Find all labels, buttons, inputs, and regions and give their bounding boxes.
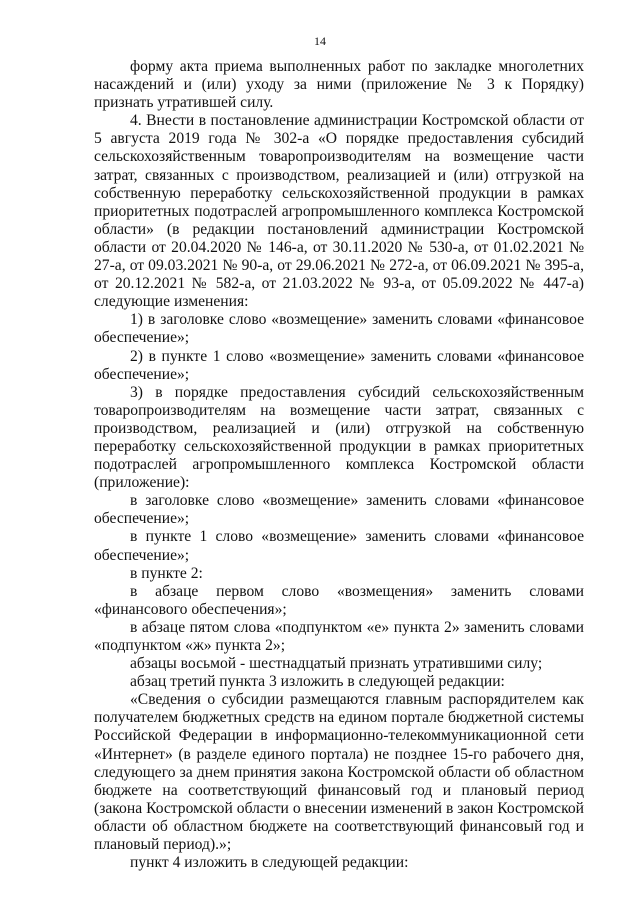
paragraph: 1) в заголовке слово «возмещение» заменить словами «финансовое обеспечение»; (94, 311, 584, 347)
paragraph: 2) в пункте 1 слово «возмещение» заменить словами «финансовое обеспечение»; (94, 347, 584, 383)
paragraph: в абзаце пятом слова «подпунктом «е» пункта 2» заменить словами «подпунктом «ж» пункта 2»; (94, 618, 584, 654)
paragraph: «Сведения о субсидии размещаются главным распорядителем как получателем бюджетных средств на едином портале бюджетной системы Российской Федерации в информационно-телекоммуникационной сети «Интернет» (в разделе единого портала) не позднее 15-го рабочего дня, следующего за днем принятия закона Костромской области об областном бюджете на соответствующий финансовый год и плановый период (закона Костромской области о внесении изменений в закон Костромской области об областном бюджете на соответствующий финансовый год и плановый период).»; (94, 691, 584, 854)
page-number: 14 (314, 34, 326, 48)
document-body (94, 58, 584, 872)
paragraph: 4. Внести в постановление администрации Костромской области от 5 августа 2019 года № 302-а «О порядке предоставления субсидий сельскохозяйственным товаропроизводителям на возмещение части затрат, связанных с производством, реализацией и (или) отгрузкой на собственную переработку сельскохозяйственной продукции в рамках приоритетных подотраслей агропромышленного комплекса Костромской области» (в редакции постановлений администрации Костромской области от 20.04.2020 № 146-а, от 30.11.2020 № 530-а, от 01.02.2021 № 27-а, от 09.03.2021 № 90-а, от 29.06.2021 № 272-а, от 06.09.2021 № 395-а, от 20.12.2021 № 582-а, от 21.03.2022 № 93-а, от 05.09.2022 № 447-а) следующие изменения: (94, 112, 584, 311)
paragraph: 3) в порядке предоставления субсидий сельскохозяйственным товаропроизводителям на возмещение части затрат, связанных с производством, реализацией и (или) отгрузкой на собственную переработку сельскохозяйственной продукции в рамках приоритетных подотраслей агропромышленного комплекса Костромской области (приложение): (94, 383, 584, 492)
paragraph: абзац третий пункта 3 изложить в следующей редакции: (130, 673, 505, 691)
paragraph: абзацы восьмой - шестнадцатый признать утратившими силу; (130, 655, 543, 673)
paragraph: в абзаце первом слово «возмещения» заменить словами «финансового обеспечения»; (94, 582, 584, 618)
paragraph: в пункте 2: (130, 564, 203, 582)
paragraph: форму акта приема выполненных работ по закладке многолетних насаждений и (или) уходу за ними (приложение № 3 к Порядку) признать утратившей силу. (94, 58, 584, 112)
paragraph: пункт 4 изложить в следующей редакции: (130, 854, 409, 872)
paragraph: в заголовке слово «возмещение» заменить словами «финансовое обеспечение»; (94, 492, 584, 528)
paragraph: в пункте 1 слово «возмещение» заменить словами «финансовое обеспечение»; (94, 528, 584, 564)
